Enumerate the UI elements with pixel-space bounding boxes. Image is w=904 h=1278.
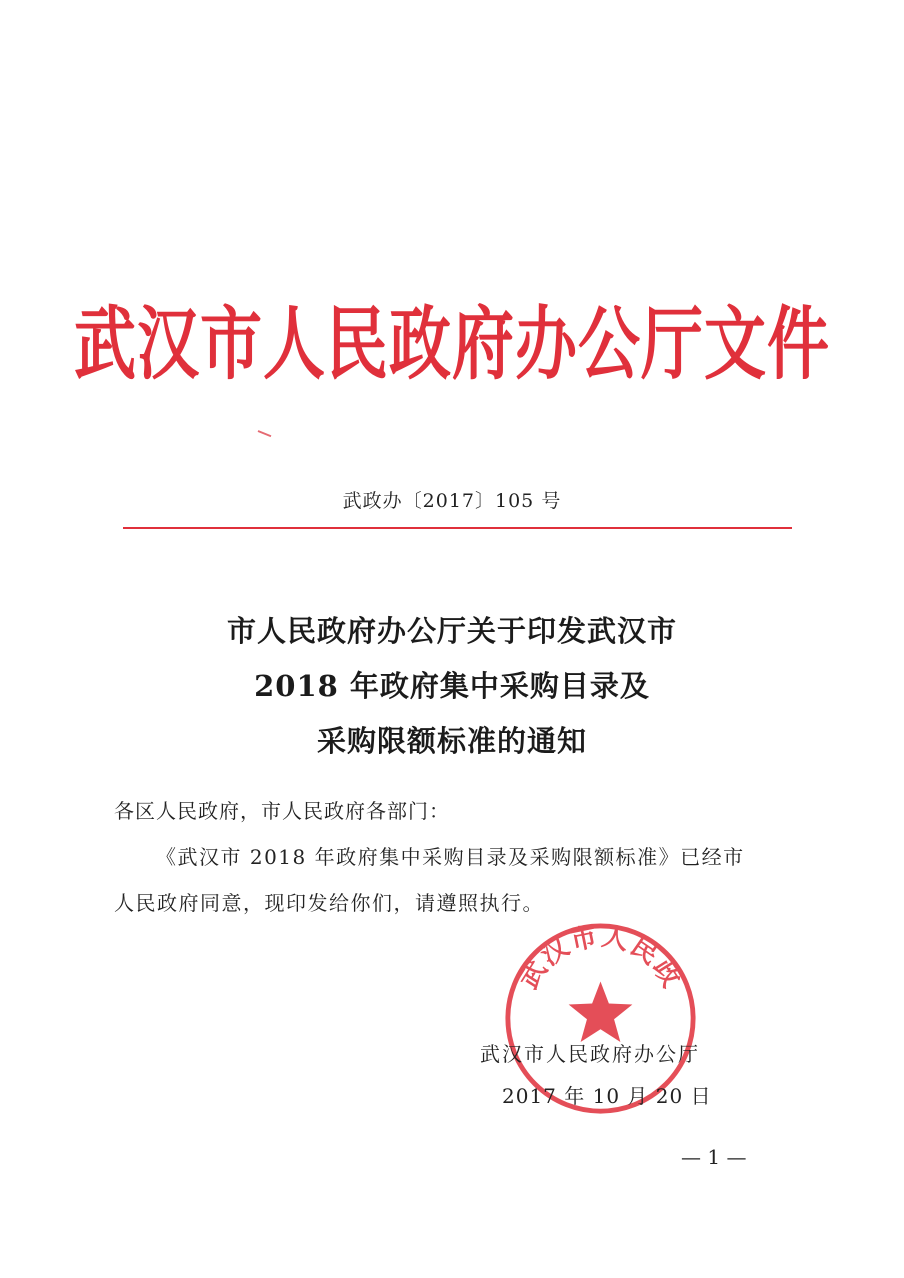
red-separator-line	[123, 527, 792, 529]
page-number: — 1 —	[681, 1145, 747, 1169]
notice-title-line-1: 市人民政府办公厅关于印发武汉市	[226, 614, 677, 648]
signing-organization: 武汉市人民政府办公厅	[480, 1042, 700, 1066]
notice-title-line-3: 采购限额标准的通知	[316, 724, 587, 758]
salutation: 各区人民政府，市人民政府各部门：	[114, 799, 450, 823]
stray-ink-mark	[258, 430, 272, 437]
body-paragraph-line-2: 人民政府同意，现印发给你们，请遵照执行。	[114, 891, 544, 915]
seal-arc-text: 武汉市人民政	[514, 921, 687, 995]
notice-title-line-2: 2018 年政府集中采购目录及	[254, 669, 650, 703]
body-paragraph-line-1: 《武汉市 2018 年政府集中采购目录及采购限额标准》已经市	[156, 845, 745, 869]
document-number: 武政办〔2017〕105 号	[342, 490, 562, 512]
signing-date: 2017 年 10 月 20 日	[502, 1084, 712, 1108]
document-masthead: 武汉市人民政府办公厅文件	[73, 297, 830, 391]
seal-star-icon	[569, 981, 633, 1042]
